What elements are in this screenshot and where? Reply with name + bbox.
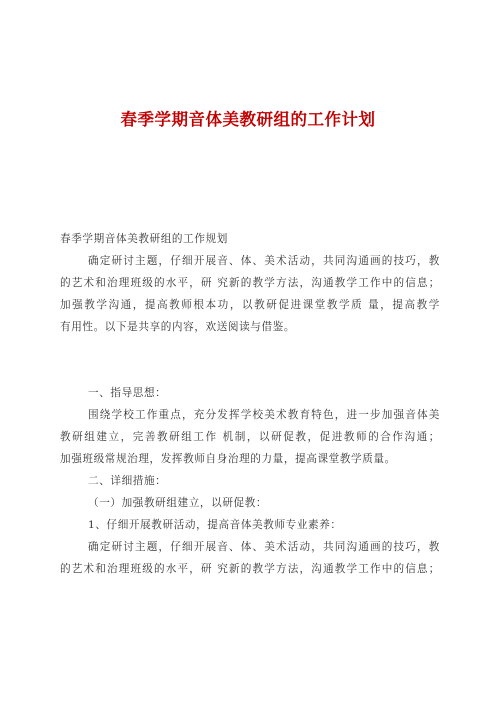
subtitle-line: 春季学期音体美教研组的工作规划 [60,233,228,245]
section-heading: 一、指导思想： [88,387,167,399]
document-title: 春季学期音体美教研组的工作计划 [120,110,376,129]
paragraph-line: 加强班级常规治理，发挥教师自身治理的力量，提高课堂教学质量。 [60,453,396,465]
item-heading: 1、仔细开展教研活动，提高音体美教师专业素养： [88,519,342,531]
section-heading: 二、详细措施： [88,475,167,487]
intro-section [60,228,440,338]
paragraph-line: 确定研讨主题，仔细开展音、体、美术活动，共同沟通画的技巧，教 [88,541,440,553]
paragraph-line: 的艺术和治理班级的水平，研 究新的教学方法，沟通教学工作中的信息； [60,563,440,575]
paragraph-line: 的艺术和治理班级的水平，研 究新的教学方法，沟通教学工作中的信息； [60,277,440,289]
paragraph-line: 围绕学校工作重点，充分发挥学校美术教育特色，进一步加强音体美 [88,409,440,421]
guiding-ideology-section [60,382,440,580]
paragraph-line: 教研组建立，完善教研组工作 机制，以研促教，促进教师的合作沟通； [60,431,440,443]
paragraph-line: 加强教学沟通，提高教师根本功，以教研促进课堂教学质 量，提高教学 [60,299,440,311]
paragraph-line: 有用性。以下是共享的内容，欢送阅读与借鉴。 [60,321,296,333]
paragraph-line: 确定研讨主题，仔细开展音、体、美术活动，共同沟通画的技巧，教 [88,255,440,267]
subsection-heading: （一）加强教研组建立，以研促教： [88,497,268,509]
